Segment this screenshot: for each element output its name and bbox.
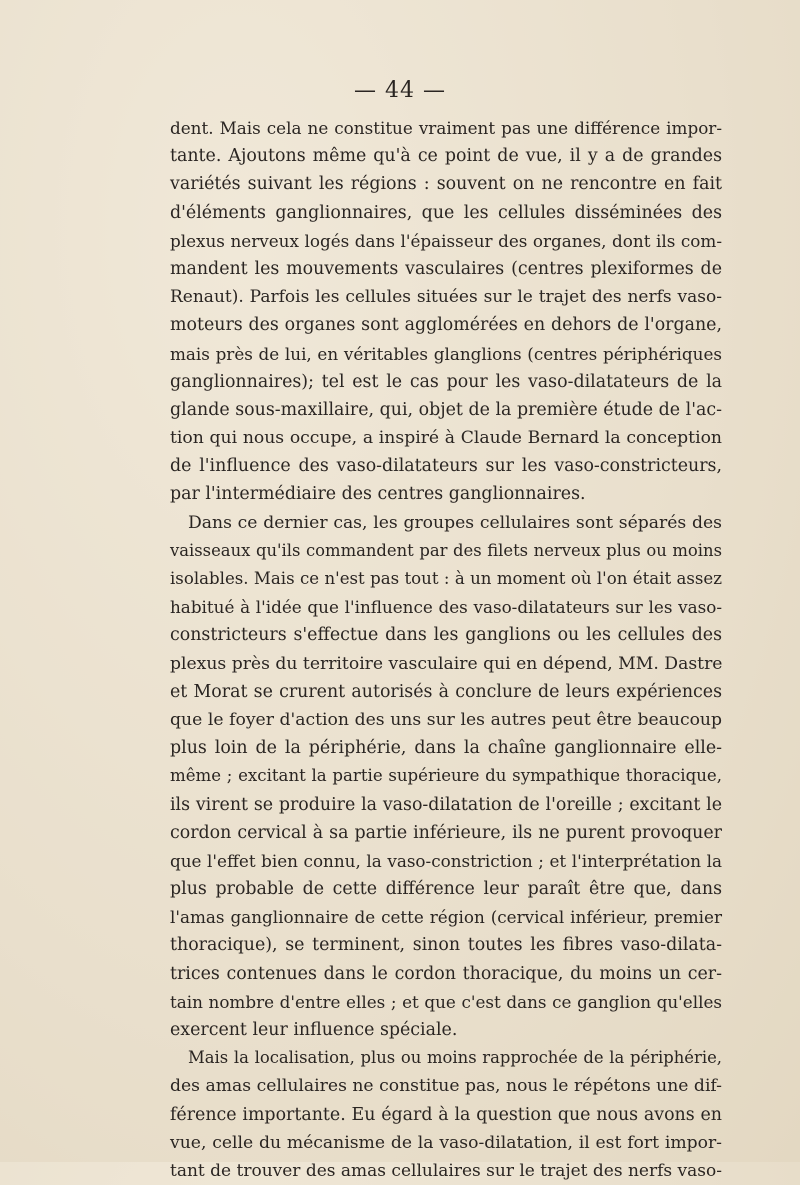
- text-line: dent. Mais cela ne constitue vraiment pas une différence impor-: [170, 118, 722, 138]
- text-line: Dans ce dernier cas, les groupes cellulaires sont séparés des: [188, 512, 722, 533]
- text-line: que l'effet bien connu, la vaso-constriction ; et l'interprétation la: [170, 850, 722, 871]
- text-line: d'éléments ganglionnaires, que les cellules disséminées des: [170, 202, 722, 223]
- text-line: Mais la localisation, plus ou moins rapprochée de la périphérie,: [188, 1048, 722, 1068]
- text-line: habitué à l'idée que l'influence des vaso-dilatateurs sur les vaso-: [170, 597, 722, 618]
- text-line: tant de trouver des amas cellulaires sur le trajet des nerfs vaso-: [170, 1160, 722, 1181]
- text-line: que le foyer d'action des uns sur les autres peut être beaucoup: [170, 709, 722, 730]
- text-line: tante. Ajoutons même qu'à ce point de vue, il y a de grandes: [170, 146, 722, 167]
- text-line: et Morat se crurent autorisés à conclure de leurs expériences: [170, 681, 722, 702]
- text-line: ils virent se produire la vaso-dilatation de l'oreille ; excitant le: [170, 794, 722, 815]
- text-line: Renaut). Parfois les cellules situées sur le trajet des nerfs vaso-: [170, 287, 722, 308]
- body-text: [170, 114, 722, 1185]
- text-line: mais près de lui, en véritables glanglions (centres périphériques: [170, 343, 722, 364]
- text-line: vaisseaux qu'ils commandent par des filets nerveux plus ou moins: [170, 540, 722, 560]
- text-line: ganglionnaires); tel est le cas pour les vaso-dilatateurs de la: [170, 371, 722, 392]
- text-line: plexus nerveux logés dans l'épaisseur des organes, dont ils com-: [170, 230, 722, 251]
- text-line: moteurs des organes sont agglomérées en dehors de l'organe,: [170, 315, 722, 336]
- text-line: thoracique), se terminent, sinon toutes les fibres vaso-dilata-: [170, 935, 722, 956]
- text-line: par l'intermédiaire des centres ganglionnaires.: [170, 484, 586, 505]
- text-line: férence importante. Eu égard à la question que nous avons en: [170, 1104, 722, 1125]
- text-line: isolables. Mais ce n'est pas tout : à un moment où l'on était assez: [170, 569, 722, 588]
- text-line: trices contenues dans le cordon thoracique, du moins un cer-: [170, 963, 722, 984]
- text-line: de l'influence des vaso-dilatateurs sur les vaso-constricteurs,: [170, 456, 722, 477]
- text-line: des amas cellulaires ne constitue pas, nous le répétons une dif-: [170, 1076, 722, 1097]
- text-line: glande sous-maxillaire, qui, objet de la première étude de l'ac-: [170, 399, 722, 420]
- text-line: tain nombre d'entre elles ; et que c'est dans ce ganglion qu'elles: [170, 991, 722, 1012]
- text-line: mandent les mouvements vasculaires (centres plexiformes de: [170, 258, 722, 279]
- text-line: plus probable de cette différence leur paraît être que, dans: [170, 879, 722, 900]
- text-line: plus loin de la périphérie, dans la chaîne ganglionnaire elle-: [170, 738, 722, 759]
- text-line: variétés suivant les régions : souvent on ne rencontre en fait: [170, 174, 722, 195]
- text-line: plexus près du territoire vasculaire qui en dépend, MM. Dastre: [170, 653, 723, 674]
- text-line: cordon cervical à sa partie inférieure, ils ne purent provoquer: [170, 822, 722, 843]
- text-line: vue, celle du mécanisme de la vaso-dilatation, il est fort impor-: [170, 1132, 722, 1153]
- text-line: exercent leur influence spéciale.: [170, 1020, 458, 1040]
- text-line: tion qui nous occupe, a inspiré à Claude Bernard la conception: [170, 428, 722, 449]
- text-line: l'amas ganglionnaire de cette région (cervical inférieur, premier: [170, 907, 722, 928]
- page-number: — 44 —: [354, 78, 446, 103]
- text-line: constricteurs s'effectue dans les ganglions ou les cellules des: [170, 625, 722, 646]
- text-line: même ; excitant la partie supérieure du sympathique thoracique,: [170, 766, 722, 786]
